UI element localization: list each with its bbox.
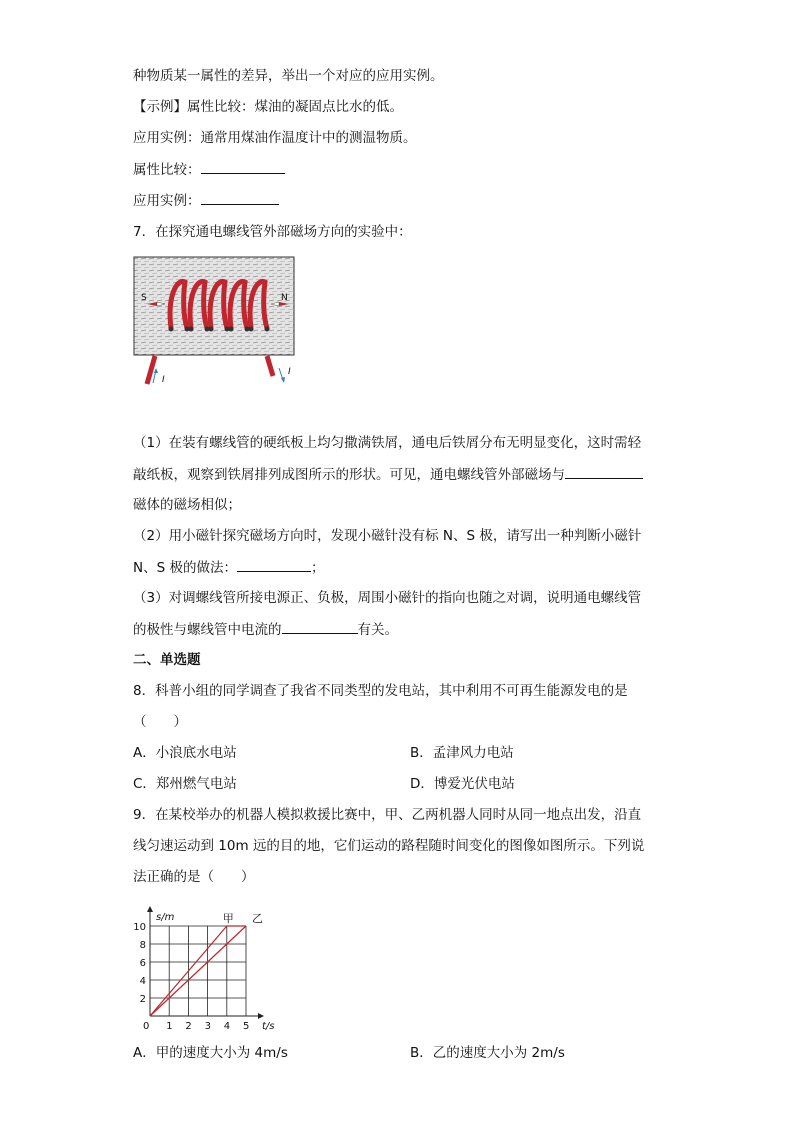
x-tick-label: 2 [185,1021,192,1032]
x-tick-label: 1 [166,1021,173,1032]
q6-apply-example: 应用实例：通常用煤油作温度计中的测温物质。 [133,130,417,146]
q7-p3-line1: （3）对调螺线管所接电源正、负极，周围小磁针的指向也随之对调，说明通电螺线管 [133,590,642,606]
q7-p3-blank[interactable] [282,619,358,634]
q6-compare-row [133,159,285,180]
solenoid-figure [133,256,297,386]
q7-p1-line1: （1）在装有螺线管的硬纸板上均匀撒满铁屑，通电后铁屑分布无明显变化，这时需轻 [133,435,642,451]
q9-option-a[interactable]: A．甲的速度大小为 4m/s [133,1045,288,1061]
series-line-2 [150,926,246,1016]
distance-time-graph [133,898,290,1032]
y-tick-label: 6 [139,958,146,969]
s-pole-label: S [141,293,147,303]
q6-example: 【示例】属性比较：煤油的凝固点比水的低。 [133,99,403,115]
q7-p2-text: N、S 极的做法： [133,560,237,576]
current-label-left: I [162,375,165,385]
q6-apply-blank[interactable] [201,190,279,205]
q7-p3-text: 的极性与螺线管中电流的 [133,622,282,638]
x-axis-label: t/s [262,1021,275,1032]
x-tick-label: 3 [204,1021,211,1032]
q6-compare-blank[interactable] [201,159,285,174]
y-tick-label: 2 [139,994,146,1005]
q7-p2-blank[interactable] [237,557,311,572]
y-tick-label: 8 [139,940,146,951]
q6-line1: 种物质某一属性的差异，举出一个对应的应用实例。 [133,68,444,84]
right-current-arrow [279,368,285,383]
x-tick-label: 0 [143,1021,150,1032]
y-tick-label: 10 [133,922,146,933]
right-lead-wire [267,356,273,376]
series-label-2: 乙 [252,912,263,925]
q6-apply-label: 应用实例： [133,193,201,209]
current-label-right: I [288,367,291,377]
x-axis-arrow [258,1013,264,1019]
y-tick-label: 4 [139,976,146,987]
q6-compare-label: 属性比较： [133,162,201,178]
q8-option-c[interactable]: C．郑州燃气电站 [133,776,237,792]
n-pole-label: N [281,293,288,303]
q7-p2-line2 [133,557,324,578]
q8-stem: 8．科普小组的同学调查了我省不同类型的发电站，其中利用不可再生能源发电的是 [133,683,628,699]
q7-p1-line2 [133,464,643,485]
q6-apply-row [133,190,279,211]
q8-option-a[interactable]: A．小浪底水电站 [133,745,237,761]
q7-stem: 7．在探究通电螺线管外部磁场方向的实验中： [133,224,412,240]
q7-p3-end: 有关。 [357,622,398,638]
q8-option-b[interactable]: B．孟津风力电站 [410,745,514,761]
x-tick-label: 5 [243,1021,250,1032]
q7-p1-line3: 磁体的磁场相似； [133,497,241,513]
q7-p2-end: ； [310,560,325,576]
left-current-arrow [153,368,158,383]
q9-stem-line2: 线匀速运动到 10m 远的目的地，它们运动的路程随时间变化的图像如图所示。下列说 [133,838,645,854]
q8-paren: （ ） [133,714,187,730]
q8-option-d[interactable]: D．博爱光伏电站 [410,776,515,792]
q9-stem-line1: 9．在某校举办的机器人模拟救援比赛中，甲、乙两机器人同时从同一地点出发，沿直 [133,807,642,823]
q9-stem-line3: 法正确的是（ ） [133,869,255,885]
q7-p1-text: 敲纸板，观察到铁屑排列成图所示的形状。可见，通电螺线管外部磁场与 [133,467,565,483]
q9-option-b[interactable]: B．乙的速度大小为 2m/s [410,1045,565,1061]
section-title: 二、单选题 [133,652,201,668]
q7-p3-line2 [133,619,398,640]
x-tick-label: 4 [223,1021,231,1032]
q7-p1-blank[interactable] [565,464,643,479]
q7-p2-line1: （2）用小磁针探究磁场方向时，发现小磁针没有标 N、S 极，请写出一种判断小磁针 [133,528,642,544]
y-axis-label: s/m [156,912,175,923]
series-label-1: 甲 [222,912,234,925]
y-axis-arrow [147,906,153,912]
